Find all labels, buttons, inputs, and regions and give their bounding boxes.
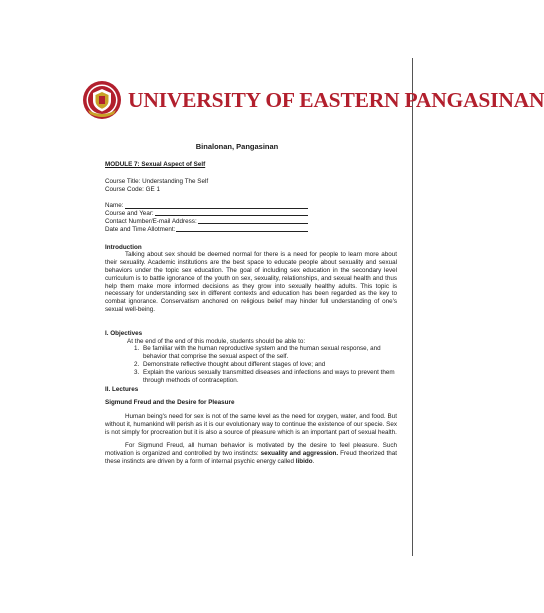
course-year-field[interactable] (105, 210, 308, 218)
introduction-body: Talking about sex should be deemed normal for there is a need for people to learn more about their sexuality. Academic institutions are the best space to educate people about sexuality and sexual behaviors under the topic sex education. The goal of including sex education in the secondary level curriculum is to battle ignorance of the youth on sex, sexuality, relationships, and sexual health and thus help them make more informed decisions as they grow into sexually healthy adults. This topic is necessary for understanding sex in different contexts and education has been regarded as the key to combat ignorance. Conservatism anchored on religious belief may hinder full understanding of one's sexual well-being. (105, 251, 397, 313)
module-title: MODULE 7: Sexual Aspect of Self (105, 161, 206, 168)
objectives-list (105, 345, 397, 384)
objectives-intro: At the end of the end of this module, students should be able to: (127, 337, 306, 345)
university-name: UNIVERSITY OF EASTERN PANGASINAN (128, 87, 544, 112)
campus-location: Binalonan, Pangasinan (195, 142, 279, 151)
course-info (105, 178, 397, 194)
field-label: Name: (105, 202, 124, 210)
fill-line (155, 215, 308, 216)
contact-field[interactable] (105, 218, 308, 226)
lectures-heading: II. Lectures (105, 386, 139, 394)
lecture-paragraph-1: Human being's need for sex is not of the same level as the need for oxygen, water, and food. But without it, humankind will perish as it is our evolutionary way to continue the existence of our specie. Sex is not simply for procreation but it is also a source of pleasure which is an important part of sexual health. (105, 412, 397, 436)
field-label: Contact Number/E-mail Address: (105, 217, 197, 225)
date-time-field[interactable] (105, 226, 308, 234)
field-label: Course and Year: (105, 210, 154, 218)
university-seal-icon (82, 80, 122, 120)
page-edge-rule (412, 58, 413, 556)
university-header (82, 80, 544, 120)
fill-line (176, 231, 308, 232)
student-info-fields (105, 202, 308, 233)
para2-text-mid: Freud theorized that these instincts are driven by a form of internal psychic energy called (105, 450, 398, 465)
introduction-heading: Introduction (105, 243, 142, 251)
objective-item: 3. Explain the various sexually transmitted diseases and infections and ways to prevent them through methods of contraception. (141, 369, 397, 385)
objective-item: 1. Be familiar with the human reproductive system and the human sexual response, and behavior that comprise the sexual aspect of the self. (141, 345, 397, 361)
freud-subheading: Sigmund Freud and the Desire for Pleasure (105, 399, 235, 407)
course-title: Course Title: Understanding The Self (105, 177, 209, 185)
objectives-heading: I. Objectives (105, 329, 143, 337)
course-code: Course Code: GE 1 (105, 185, 160, 193)
fill-line (198, 223, 308, 224)
name-field[interactable] (105, 202, 308, 210)
para2-bold-instincts: sexuality and aggression. (260, 450, 339, 458)
lecture-paragraph-2 (105, 442, 397, 465)
para2-text-end: . (312, 457, 315, 465)
fill-line (125, 208, 308, 209)
para2-text-start: For Sigmund Freud, all human behavior is motivated by the desire to feel pleasure. Such motivation is organized and controlled by two instincts: (105, 442, 397, 458)
objective-item: 2. Demonstrate reflective thought about different stages of love; and (141, 361, 397, 369)
module-content (105, 157, 397, 466)
para2-bold-libido: libido (295, 457, 313, 465)
field-label: Date and Time Allotment: (105, 225, 176, 233)
